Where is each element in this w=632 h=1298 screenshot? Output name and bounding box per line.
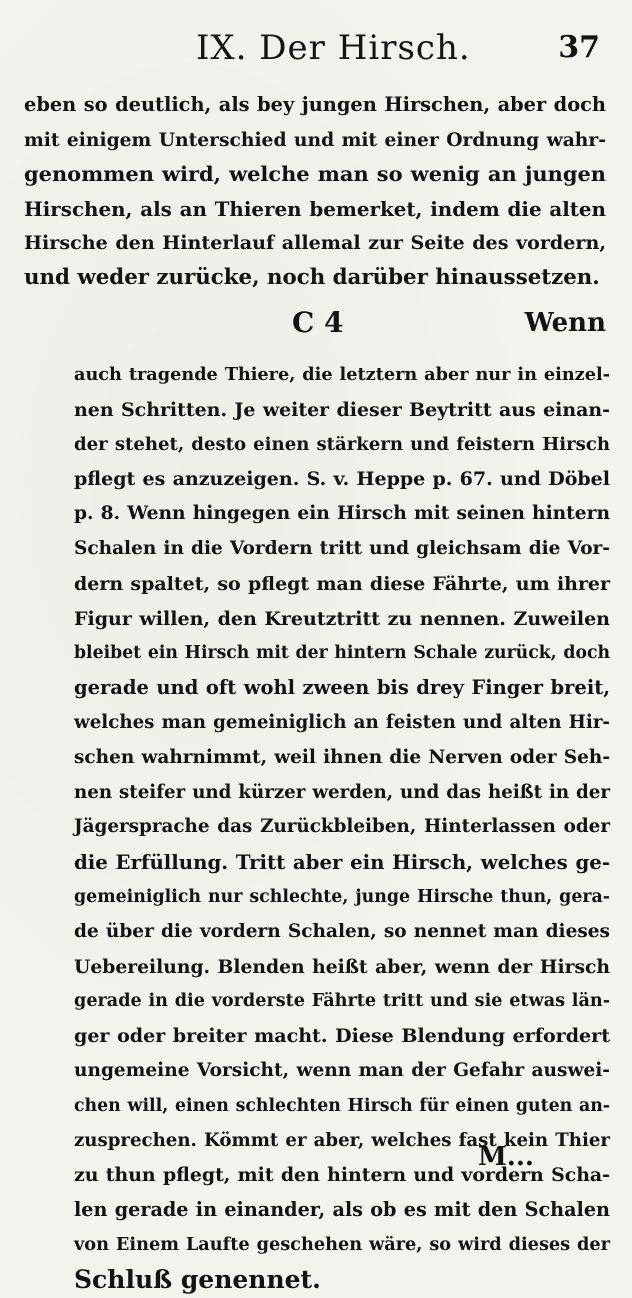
text-line: und weder zurücke, noch darüber hinaussetzen. (24, 264, 600, 290)
text-line: die Erfüllung. Tritt aber ein Hirsch, welches ge- (74, 850, 610, 875)
text-line: pflegt es anzuzeigen. S. v. Heppe p. 67. und Döbel (74, 468, 610, 491)
text-line: mit einigem Unterschied und mit einer Ordnung wahr- (24, 128, 606, 151)
text-line: chen will, einen schlechten Hirsch für einen guten an- (74, 1095, 610, 1116)
text-line: Uebereilung. Blenden heißt aber, wenn der Hirsch (74, 955, 610, 978)
text-line: genommen wird, welche man so wenig an jungen (24, 161, 606, 186)
page-number: 37 (558, 30, 600, 65)
signature-mark: C 4 (292, 306, 344, 339)
text-line: Schluß genennet. (74, 1264, 321, 1294)
chapter-title: IX. Der Hirsch. (196, 28, 471, 68)
text-line: gerade und oft wohl zween bis drey Finger breit, (74, 676, 610, 700)
catchword-lower: M... (478, 1142, 534, 1172)
text-line: gerade in die vorderste Fährte tritt und sie etwas län- (74, 990, 610, 1012)
upper-paragraph (24, 88, 606, 295)
text-line: ungemeine Vorsicht, wenn man der Gefahr auswei- (74, 1059, 610, 1081)
text-line: welches man gemeiniglich an feisten und alten Hir- (74, 711, 610, 733)
catchword-upper: Wenn (524, 308, 606, 338)
text-line: Hirschen, als an Thieren bemerket, indem die alten (24, 196, 606, 221)
text-line: ger oder breiter macht. Diese Blendung erfordert (74, 1025, 610, 1048)
text-line: gemeiniglich nur schlechte, junge Hirsche thun, gera- (74, 886, 610, 907)
text-line: bleibet ein Hirsch mit der hintern Schale zurück, doch (74, 643, 610, 664)
text-line: zusprechen. Kömmt er aber, welches fast kein Thier (74, 1129, 610, 1151)
signature-row (0, 306, 632, 346)
running-head (0, 28, 632, 72)
text-line: Schalen in die Vordern tritt und gleichsam die Vor- (74, 537, 610, 559)
text-line: schen wahrnimmt, weil ihnen die Nerven oder Seh- (74, 746, 610, 768)
text-line: Jägersprache das Zurückbleiben, Hinterlassen oder (74, 816, 610, 838)
text-line: len gerade in einander, als ob es mit den Schalen (74, 1198, 610, 1222)
text-line: dern spaltet, so pflegt man diese Fährte, um ihrer (74, 572, 610, 595)
text-line: de über die vordern Schalen, so nennet man dieses (74, 920, 610, 942)
text-line: Hirsche den Hinterlauf allemal zur Seite des vordern, (24, 231, 606, 254)
text-line: auch tragende Thiere, die letztern aber nur in einzel- (74, 364, 610, 385)
text-line: zu thun pflegt, mit den hintern und vordern Scha- (74, 1164, 610, 1187)
text-line: p. 8. Wenn hingegen ein Hirsch mit seinen hintern (74, 503, 610, 525)
text-line: eben so deutlich, als bey jungen Hirschen, aber doch (24, 93, 606, 116)
text-line: nen steifer und kürzer werden, und das heißt in der (74, 781, 610, 803)
text-line: von Einem Laufte geschehen wäre, so wird dieses der (74, 1233, 610, 1255)
text-line: der stehet, desto einen stärkern und feistern Hirsch (74, 433, 610, 455)
text-line: nen Schritten. Je weiter dieser Beytritt aus einan- (74, 398, 610, 421)
text-line: Figur willen, den Kreutztritt zu nennen. Zuweilen (74, 607, 610, 630)
